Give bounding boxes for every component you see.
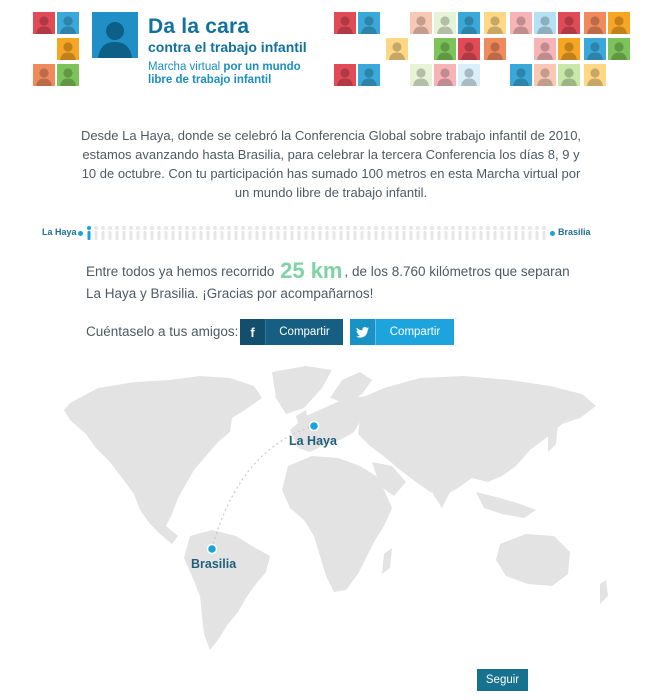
walker-figure — [507, 226, 511, 240]
portrait-tile-icon — [458, 38, 480, 60]
portrait-tile-icon — [584, 12, 606, 34]
walker-figure — [388, 226, 392, 240]
portrait-tile-icon — [608, 38, 630, 60]
campaign-subtitle: contra el trabajo infantil — [148, 39, 307, 55]
walker-figure — [542, 226, 546, 240]
walker-figure — [395, 226, 399, 240]
walker-figure — [500, 226, 504, 240]
walker-figure — [283, 226, 287, 240]
walker-figure — [213, 226, 217, 240]
walker-figure — [297, 226, 301, 240]
walker-figure — [101, 226, 105, 240]
world-map — [40, 358, 620, 658]
walker-figure — [269, 226, 273, 240]
walker-figure — [178, 226, 182, 240]
walker-figure — [136, 226, 140, 240]
continents — [64, 366, 608, 650]
walker-figure — [115, 226, 119, 240]
portrait-tile-icon — [558, 12, 580, 34]
portrait-tile-icon — [410, 12, 432, 34]
twitter-share-button[interactable] — [350, 319, 454, 345]
track-start-dot — [78, 231, 83, 236]
track-end-label: Brasilia — [558, 227, 591, 237]
portrait-tile-icon — [33, 12, 55, 34]
portrait-tile-icon — [57, 38, 79, 60]
walker-figure — [479, 226, 483, 240]
portrait-tile-icon — [434, 64, 456, 86]
walker-figure — [339, 226, 343, 240]
portrait-tile-icon — [358, 64, 380, 86]
portrait-tile-icon — [534, 38, 556, 60]
portrait-tile-icon — [458, 12, 480, 34]
walker-figure — [472, 226, 476, 240]
walker-figure — [444, 226, 448, 240]
walker-figure — [220, 226, 224, 240]
walker-figure — [108, 226, 112, 240]
brasilia-map-label: Brasilia — [191, 557, 237, 571]
portrait-tile-icon — [534, 64, 556, 86]
portrait-tile-icon — [484, 38, 506, 60]
portrait-tile-icon — [334, 64, 356, 86]
portrait-tile-icon — [434, 12, 456, 34]
portrait-tile-icon — [458, 64, 480, 86]
walker-figure — [437, 226, 441, 240]
walker-figure — [262, 226, 266, 240]
portrait-tile-icon — [510, 12, 532, 34]
portrait-tile-icon — [410, 64, 432, 86]
walkers-strip — [86, 223, 548, 243]
walker-figure — [402, 226, 406, 240]
distance-progress-text — [86, 260, 586, 305]
portrait-tile-icon — [386, 38, 408, 60]
portrait-tile-icon — [608, 12, 630, 34]
walker-figure — [122, 226, 126, 240]
walker-figure — [381, 226, 385, 240]
portrait-tile-icon — [510, 64, 532, 86]
km-counter: 25 km — [280, 258, 343, 283]
walker-figure — [185, 226, 189, 240]
portrait-tile-icon — [558, 64, 580, 86]
portrait-tile-icon — [334, 12, 356, 34]
walker-figure — [234, 226, 238, 240]
walker-figure — [241, 226, 245, 240]
walker-figure — [206, 226, 210, 240]
walker-figure — [129, 226, 133, 240]
walker-figure — [451, 226, 455, 240]
portrait-tile-icon — [584, 64, 606, 86]
facebook-share-label: Compartir — [279, 326, 330, 338]
walker-figure — [416, 226, 420, 240]
portrait-tile-icon — [358, 12, 380, 34]
walker-figure — [325, 226, 329, 240]
walker-figure — [521, 226, 525, 240]
walker-figure — [360, 226, 364, 240]
walker-figure — [374, 226, 378, 240]
walker-figure — [465, 226, 469, 240]
walker-figure — [430, 226, 434, 240]
la-haya-map-label: La Haya — [289, 434, 337, 448]
walker-figure — [423, 226, 427, 240]
walker-figure — [199, 226, 203, 240]
portrait-tile-icon — [57, 12, 79, 34]
walker-figure — [535, 226, 539, 240]
walker-figure — [192, 226, 196, 240]
walker-figure — [171, 226, 175, 240]
brasilia-pin-icon — [208, 545, 217, 554]
intro-paragraph: Desde La Haya, donde se celebró la Conferencia Global sobre trabajo infantil de 2010, estamos avanzando hasta Brasilia, para celebrar la tercera Conferencia los días 8, 9 y 10 de octubre. Con tu participación has sumado 100 metros en esta Marcha virtual por un mundo libre de trabajo infantil. — [80, 128, 582, 200]
share-label: Cuéntaselo a tus amigos: — [86, 324, 239, 339]
facebook-icon: f — [240, 319, 266, 345]
march-tagline-line1: Marcha virtual por un mundo — [148, 61, 301, 73]
walker-figure — [318, 226, 322, 240]
walker-figure — [458, 226, 462, 240]
twitter-icon — [350, 319, 376, 345]
portrait-tile-icon — [584, 38, 606, 60]
portrait-tile-icon — [534, 12, 556, 34]
walker-figure — [528, 226, 532, 240]
walker-figure — [367, 226, 371, 240]
portrait-tile-icon — [558, 38, 580, 60]
walker-figure — [486, 226, 490, 240]
continue-button[interactable]: Seguir — [477, 669, 528, 691]
track-start-label: La Haya — [42, 227, 77, 237]
progress-prefix: Entre todos ya hemos recorrido — [86, 264, 275, 279]
walker-figure — [346, 226, 350, 240]
walker-figure — [94, 226, 98, 240]
walker-figure — [409, 226, 413, 240]
walker-figure — [87, 226, 91, 240]
march-progress-track — [0, 222, 662, 244]
walker-figure — [514, 226, 518, 240]
march-tagline-line2: libre de trabajo infantil — [148, 74, 272, 86]
portrait-tile-icon — [434, 38, 456, 60]
walker-figure — [332, 226, 336, 240]
portrait-tile-icon — [33, 64, 55, 86]
walker-figure — [150, 226, 154, 240]
campaign-header — [0, 0, 662, 95]
walker-figure — [276, 226, 280, 240]
progress-suffix: , de los 8.760 kilómetros que separan La Haya y Brasilia. ¡Gracias por acompañarnos! — [86, 264, 570, 301]
walker-figure — [353, 226, 357, 240]
walker-figure — [164, 226, 168, 240]
walker-figure — [143, 226, 147, 240]
walker-figure — [248, 226, 252, 240]
facebook-share-button[interactable] — [240, 319, 343, 345]
portrait-tile-icon — [484, 12, 506, 34]
walker-figure — [227, 226, 231, 240]
person-silhouette-icon — [92, 12, 138, 58]
walker-figure — [157, 226, 161, 240]
walker-figure — [290, 226, 294, 240]
track-end-dot — [550, 231, 555, 236]
walker-figure — [311, 226, 315, 240]
walker-figure — [304, 226, 308, 240]
walker-figure — [493, 226, 497, 240]
walker-figure — [255, 226, 259, 240]
portrait-tile-icon — [57, 64, 79, 86]
campaign-title: Da la cara — [148, 15, 250, 38]
la-haya-pin-icon — [310, 422, 319, 431]
twitter-share-label: Compartir — [389, 326, 441, 338]
